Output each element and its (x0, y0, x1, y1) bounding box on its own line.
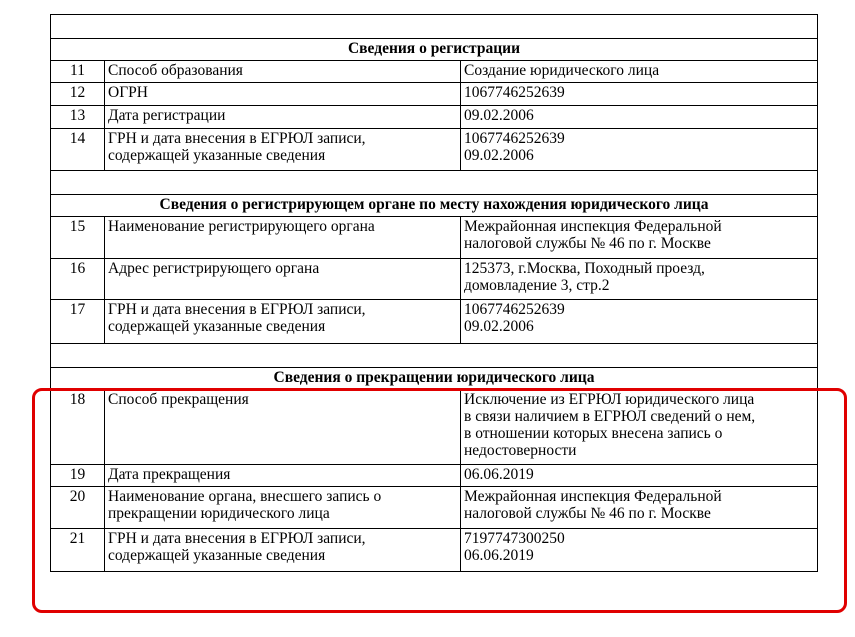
row-value (460, 217, 817, 258)
label-line: ГРН и дата внесения в ЕГРЮЛ записи, (108, 530, 366, 547)
value-line: Межрайонная инспекция Федеральной (464, 488, 722, 505)
table-row-17 (51, 299, 817, 343)
value-line: Исключение из ЕГРЮЛ юридического лица (464, 391, 755, 408)
row-number: 14 (69, 130, 86, 147)
label-line: Наименование регистрирующего органа (108, 218, 375, 235)
row-label (104, 217, 460, 258)
section-header-termination: Сведения о прекращении юридического лица (51, 367, 817, 389)
row-number: 16 (69, 260, 86, 277)
value-line: 125373, г.Москва, Походный проезд, (464, 260, 705, 277)
value-line: 1067746252639 (464, 130, 565, 147)
row-label (104, 129, 460, 170)
row-value (460, 129, 817, 170)
section-header-registrar: Сведения о регистрирующем органе по месту нахождения юридического лица (51, 194, 817, 216)
row-number: 20 (69, 488, 86, 505)
label-line: прекращении юридического лица (108, 505, 330, 522)
value-line: 06.06.2019 (464, 547, 534, 564)
row-number: 21 (69, 530, 86, 547)
row-value (460, 83, 817, 105)
label-line: Адрес регистрирующего органа (108, 260, 320, 277)
value-line: недостоверности (464, 442, 577, 459)
row-label (104, 106, 460, 128)
row-value (460, 259, 817, 299)
row-value (460, 106, 817, 128)
value-line: Межрайонная инспекция Федеральной (464, 218, 722, 235)
row-number: 11 (70, 62, 85, 79)
label-line: содержащей указанные сведения (108, 547, 326, 564)
blank-row (51, 343, 817, 367)
row-number: 19 (69, 466, 86, 483)
row-value (460, 300, 817, 343)
table-row-16 (51, 258, 817, 299)
section-header-registration: Сведения о регистрации (51, 38, 817, 60)
value-line: Создание юридического лица (464, 62, 660, 79)
value-line: 06.06.2019 (464, 466, 534, 483)
label-line: ГРН и дата внесения в ЕГРЮЛ записи, (108, 130, 366, 147)
table-row-11 (51, 60, 817, 82)
table-row-13 (51, 105, 817, 128)
row-number: 17 (69, 301, 86, 318)
row-label (104, 259, 460, 299)
label-line: ГРН и дата внесения в ЕГРЮЛ записи, (108, 301, 366, 318)
row-label (104, 83, 460, 105)
row-value (460, 61, 817, 82)
table-row-15 (51, 216, 817, 258)
value-line: 09.02.2006 (464, 107, 534, 124)
label-line: Дата прекращения (108, 466, 231, 483)
label-line: Дата регистрации (108, 107, 226, 124)
row-label (104, 300, 460, 343)
highlight-box (32, 388, 847, 613)
label-line: ОГРН (108, 84, 148, 101)
blank-row (51, 14, 817, 38)
label-line: содержащей указанные сведения (108, 147, 326, 164)
value-line: в отношении которых внесена запись о (464, 425, 723, 442)
value-line: налоговой службы № 46 по г. Москве (464, 505, 711, 522)
value-line: 1067746252639 (464, 84, 565, 101)
row-number: 15 (69, 218, 86, 235)
value-line: домовладение 3, стр.2 (464, 277, 610, 294)
row-number: 18 (69, 391, 86, 408)
value-line: в связи наличием в ЕГРЮЛ сведений о нем, (464, 408, 756, 425)
value-line: 09.02.2006 (464, 147, 534, 164)
label-line: Способ прекращения (108, 391, 249, 408)
value-line: налоговой службы № 46 по г. Москве (464, 235, 711, 252)
table-row-12 (51, 82, 817, 105)
table-row-14 (51, 128, 817, 170)
row-label (104, 61, 460, 82)
value-line: 09.02.2006 (464, 318, 534, 335)
row-number: 13 (69, 107, 86, 124)
blank-row (51, 170, 817, 194)
label-line: содержащей указанные сведения (108, 318, 326, 335)
value-line: 1067746252639 (464, 301, 565, 318)
label-line: Способ образования (108, 62, 243, 79)
value-line: 7197747300250 (464, 530, 565, 547)
row-number: 12 (69, 84, 86, 101)
label-line: Наименование органа, внесшего запись о (108, 488, 382, 505)
